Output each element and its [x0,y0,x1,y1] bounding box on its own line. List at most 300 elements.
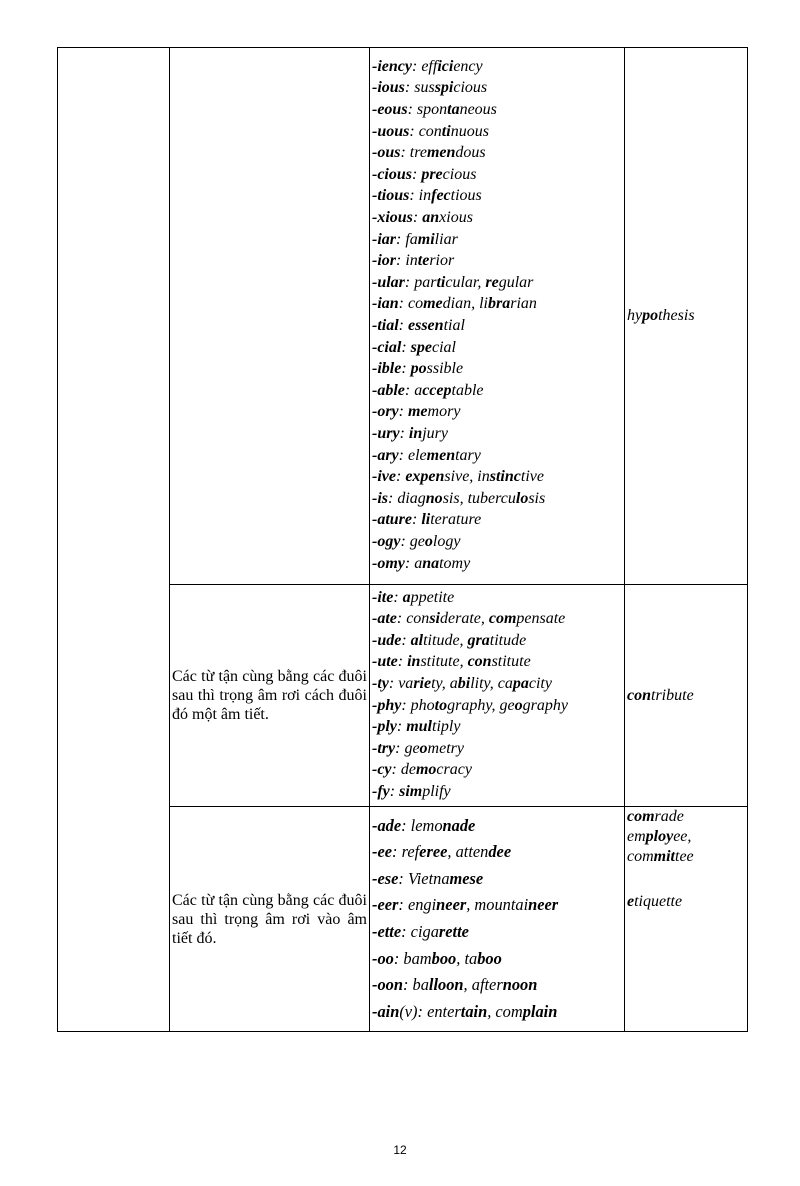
syllable-text: pensate [516,610,566,628]
rule-2-description: Các từ tận cùng bằng các đuôi sau thì trọng âm rơi cách đuôi đó một âm tiết. [170,585,370,807]
suffix-item [372,553,622,575]
suffix-label: -cial [372,338,402,356]
syllable-text: : [398,403,408,421]
suffix-item [372,866,622,893]
stressed-syllable: expen [405,468,445,486]
syllable-text: sis, tubercu [442,489,516,507]
syllable-text: gular [498,273,534,291]
syllable-text: tee [675,848,694,865]
syllable-text: : sus [404,79,435,97]
example-word [627,807,745,827]
syllable-text: : tre [400,144,427,162]
suffix-item [372,56,622,78]
syllable-text: graphy [522,696,568,714]
suffix-example [405,382,484,399]
syllable-text: thesis [658,307,695,324]
syllable-text: com [627,848,654,865]
syllable-text: : [412,511,422,529]
suffix-example [398,869,483,888]
suffix-label: -eer [372,895,399,915]
rule-row-1 [58,48,748,585]
suffix-label: -cy [372,761,392,779]
suffix-list [372,56,622,574]
suffix-example [409,123,489,140]
suffix-item [372,250,622,272]
stressed-syllable: to [434,696,448,714]
syllable-text: tary [455,446,481,464]
suffix-item [372,759,622,781]
stressed-syllable: mi [417,230,435,248]
rule-1-description [170,48,370,585]
suffix-label: -phy [372,696,402,714]
syllable-text: : [412,165,422,183]
suffix-item [372,401,622,423]
suffix-example [408,101,497,118]
suffix-label: -ous [372,144,401,162]
stressed-syllable: o [514,696,523,714]
suffix-item [372,185,622,207]
syllable-text: : diag [388,489,426,507]
syllable-text: em [627,828,646,845]
syllable-text: cular, [445,273,486,291]
suffix-label: -ian [372,295,399,313]
suffix-item [372,531,622,553]
syllable-text: : [412,209,423,227]
rule-2-suffixes [370,585,625,807]
syllable-text: nuous [450,122,489,140]
stressed-syllable: plain [522,1001,558,1021]
syllable-text: : ele [398,446,427,464]
suffix-example [399,403,461,420]
syllable-text: : con [396,610,430,628]
syllable-text: ssible [426,360,464,378]
suffix-label: -ese [372,868,399,888]
suffix-label: -ply [372,718,397,736]
syllable-text: ee, [673,828,692,845]
suffix-example [412,166,476,183]
suffix-item [372,380,622,402]
stressed-syllable: gra [467,631,490,649]
rule-3-suffixes [370,807,625,1032]
suffix-label: -ular [372,273,405,291]
syllable-text: liar [434,230,458,248]
stressed-syllable: nade [442,815,476,835]
syllable-text: stitute [491,653,531,671]
suffix-label: -xious [372,209,413,227]
syllable-text: : [397,653,408,671]
suffix-item [372,445,622,467]
rule-2-examples [625,585,748,807]
suffix-label: -ature [372,511,412,529]
stressed-syllable: in [407,653,421,671]
suffix-example [401,816,475,835]
rule-1-suffixes [370,48,625,585]
suffix-label: -eous [372,101,408,119]
syllable-text: : [401,631,411,649]
syllable-text: rade [654,808,684,825]
syllable-text: cracy [436,761,472,779]
stress-rules-table [57,47,748,1032]
stressed-syllable: spe [410,338,432,356]
stressed-syllable: te [417,252,430,270]
suffix-example [388,490,545,507]
syllable-text: tribute [651,686,694,704]
rule-1-examples [625,48,748,585]
suffix-example [398,653,531,670]
syllable-text: rior [429,252,455,270]
suffix-example [394,949,502,968]
stressed-syllable: po [642,307,659,324]
suffix-item [372,919,622,946]
stressed-syllable: com [488,610,517,628]
syllable-text: : ge [400,532,425,550]
suffix-example [405,274,533,291]
suffix-example [389,675,552,692]
syllable-text: tial [443,317,465,334]
syllable-text: : de [391,761,416,779]
stressed-syllable: boo [431,948,457,968]
syllable-text: graphy, ge [447,696,515,714]
stressed-syllable: re [485,273,499,291]
suffix-label: -ty [372,674,389,692]
syllable-text: : ba [402,975,429,995]
suffix-example [393,589,454,606]
suffix-example [398,895,558,914]
syllable-text: : ref [392,842,420,862]
syllable-text: : in [409,187,432,205]
suffix-label: -ette [372,922,402,941]
stressed-syllable: boo [477,948,502,968]
suffix-label: -ite [372,588,394,606]
suffix-label: -oon [372,975,403,995]
syllable-text: : [401,360,411,378]
syllable-text: hy [627,307,643,324]
stressed-syllable: rette [438,922,469,941]
stressed-syllable: na [422,554,440,572]
suffix-example [401,632,526,649]
suffix-label: -iency [372,57,412,75]
suffix-example [396,468,544,485]
rule-3-description: Các từ tận cùng bằng các đuôi sau thì trọng âm rơi vào âm tiết đó. [170,807,370,1032]
suffix-item [372,839,622,866]
stressed-syllable: bra [488,295,511,313]
suffix-example [397,718,461,735]
suffix-label: -ious [372,79,405,97]
syllable-text: : par [404,273,437,291]
suffix-list [372,813,622,1026]
suffix-label: -ude [372,631,402,649]
syllable-text: titude [489,631,527,649]
stressed-syllable: me [407,403,428,421]
syllable-text: , mountai [466,895,529,915]
stressed-syllable: ti [441,122,451,140]
suffix-label: -ible [372,360,402,378]
suffix-example [395,740,464,757]
example-word [627,892,745,912]
stressed-syllable: neer [436,895,467,915]
syllable-text: : ciga [401,922,439,941]
suffix-example [409,187,481,204]
example-word [627,306,745,326]
suffix-example [392,842,511,861]
stressed-syllable: stinc [489,468,521,486]
stressed-syllable: si [429,610,440,628]
suffix-example [400,425,448,442]
syllable-text: : [399,424,409,442]
syllable-text: : [395,468,406,486]
syllable-text: : fa [396,230,418,248]
syllable-text: xious [439,209,473,227]
suffix-item [372,738,622,760]
syllable-text: cious [453,79,488,97]
stressed-syllable: pre [421,165,443,183]
suffix-label: -ior [372,252,396,270]
suffix-item [372,587,622,609]
suffix-example [401,360,463,377]
syllable-text: neous [459,101,497,119]
stressed-syllable: ccep [422,381,452,399]
suffix-item [372,972,622,999]
stressed-syllable: ta [447,101,460,119]
stressed-syllable: bi [457,674,471,692]
stressed-syllable: lo [515,489,529,507]
syllable-text: lity, ca [470,674,513,692]
syllable-text: : engi [398,895,437,915]
suffix-example [400,533,460,550]
syllable-text: sis [528,489,546,507]
suffix-label: -is [372,489,388,507]
rule-3-examples [625,807,748,1032]
suffix-item [372,509,622,531]
suffix-item [372,121,622,143]
syllable-text: : ge [395,739,420,757]
stressed-syllable: li [421,511,431,529]
suffix-item [372,337,622,359]
syllable-text: ency [453,57,483,75]
suffix-label: -able [372,381,405,399]
stressed-syllable: eree [419,842,448,862]
page-number: 12 [393,1143,407,1157]
syllable-text: : [401,338,411,356]
syllable-text: : [389,782,400,800]
suffix-item [372,272,622,294]
stressed-syllable: mit [653,848,675,865]
stressed-syllable: mul [406,718,432,736]
example-word [627,827,745,847]
syllable-text: titude, [423,631,468,649]
suffix-item [372,207,622,229]
suffix-label: -fy [372,782,390,800]
stressed-syllable: men [426,446,456,464]
stressed-syllable: spi [434,79,454,97]
syllable-text: rian [510,295,537,313]
suffix-item [372,77,622,99]
syllable-text: : pho [401,696,435,714]
syllable-text: : a [404,554,423,572]
syllable-text: , com [487,1001,523,1021]
stressed-syllable: ici [437,57,454,75]
syllable-text: stitute, [420,653,468,671]
suffix-item [372,781,622,803]
syllable-text: mory [427,403,461,421]
suffix-example [413,209,473,226]
syllable-text: : a [404,381,423,399]
syllable-text: city [528,674,552,692]
suffix-example [400,144,485,161]
syllable-text: : Vietna [398,868,450,888]
stressed-syllable: neer [528,895,559,915]
suffix-example [412,511,481,528]
stressed-syllable: mo [415,761,437,779]
suffix-label: -ary [372,446,399,464]
stressed-syllable: fec [431,187,451,205]
stressed-syllable: com [627,808,655,825]
stressed-syllable: e [627,893,635,910]
stressed-syllable: a [402,588,411,606]
syllable-text: : bam [393,948,432,968]
suffix-example [401,922,469,941]
suffix-label: -oo [372,948,394,968]
suffix-item [372,695,622,717]
syllable-text: dian, li [442,295,488,313]
stressed-syllable: rie [413,674,432,692]
suffix-label: -ive [372,468,396,486]
suffix-example [399,1002,557,1021]
category-cell [58,48,170,1032]
suffix-item [372,716,622,738]
suffix-example [392,761,472,778]
suffix-label: -try [372,739,396,757]
syllable-text: plify [422,782,451,800]
syllable-text: ty, a [431,674,458,692]
suffix-label: -cious [372,165,412,183]
suffix-label: -ade [372,815,402,835]
suffix-example [399,447,481,464]
syllable-text: sive, in [444,468,490,486]
stressed-syllable: lloon [428,975,464,995]
suffix-list [372,587,622,803]
syllable-text: dous [455,144,486,162]
syllable-text: : co [398,295,424,313]
stressed-syllable: no [425,489,443,507]
example-word [627,686,745,706]
suffix-label: -iar [372,230,396,248]
syllable-text: : [398,317,408,334]
syllable-text: , ta [456,948,478,968]
suffix-label: -ee [372,842,393,862]
suffix-item [372,293,622,315]
syllable-text: tomy [439,554,471,572]
suffix-label: -omy [372,554,405,572]
example-spacer [627,867,745,892]
stressed-syllable: pa [512,674,529,692]
suffix-example [399,317,465,334]
suffix-item [372,630,622,652]
stressed-syllable: ti [436,273,446,291]
suffix-item [372,358,622,380]
suffix-item [372,813,622,840]
syllable-text: : lemo [401,815,443,835]
syllable-text: terature [430,511,482,529]
suffix-example [390,783,451,800]
stressed-syllable: men [426,144,456,162]
suffix-example [412,58,483,75]
suffix-item [372,651,622,673]
syllable-text: derate, [439,610,489,628]
suffix-label: -ury [372,424,400,442]
suffix-example [403,975,537,994]
syllable-text: tiquette [634,893,683,910]
suffix-item [372,946,622,973]
suffix-label: -ain [372,1001,400,1021]
suffix-item [372,229,622,251]
suffix-label: -tial [372,317,399,334]
stressed-syllable: dee [488,842,512,862]
example-word [627,847,745,867]
syllable-text: : eff [411,57,438,75]
suffix-label: -ogy [372,532,401,550]
stressed-syllable: an [422,209,440,227]
syllable-text: tious [450,187,482,205]
syllable-text: tiply [432,718,461,736]
stressed-syllable: o [424,532,433,550]
syllable-text: : spon [407,101,448,119]
suffix-item [372,142,622,164]
suffix-item [372,999,622,1026]
stressed-syllable: me [423,295,443,313]
suffix-item [372,892,622,919]
suffix-label: -ute [372,653,398,671]
suffix-item [372,423,622,445]
stressed-syllable: o [419,739,428,757]
stressed-syllable: essen [408,317,444,334]
stressed-syllable: al [410,631,424,649]
stressed-syllable: po [410,360,427,378]
syllable-text: jury [422,424,449,442]
suffix-item [372,673,622,695]
syllable-text: : va [388,674,414,692]
suffix-item [372,315,622,337]
syllable-text: , atten [447,842,489,862]
syllable-text: cial [431,338,456,356]
syllable-text: : [393,588,403,606]
syllable-text: : con [409,122,442,140]
suffix-label: -tious [372,187,410,205]
syllable-text: (v): enter [399,1001,461,1021]
syllable-text: metry [427,739,464,757]
syllable-text: : [396,718,407,736]
syllable-text: table [451,381,484,399]
stressed-syllable: ploy [645,828,674,845]
suffix-example [405,79,487,96]
suffix-label: -ory [372,403,399,421]
suffix-label: -uous [372,122,410,140]
suffix-example [401,697,568,714]
stressed-syllable: sim [399,782,423,800]
suffix-label: -ate [372,610,397,628]
suffix-item [372,164,622,186]
syllable-text: , after [463,975,503,995]
syllable-text: tive [520,468,544,486]
syllable-text: : in [396,252,418,270]
stressed-syllable: mese [449,868,484,888]
suffix-item [372,608,622,630]
stressed-syllable: con [627,686,651,704]
suffix-item [372,488,622,510]
stressed-syllable: noon [502,975,538,995]
suffix-example [396,231,458,248]
suffix-item [372,466,622,488]
